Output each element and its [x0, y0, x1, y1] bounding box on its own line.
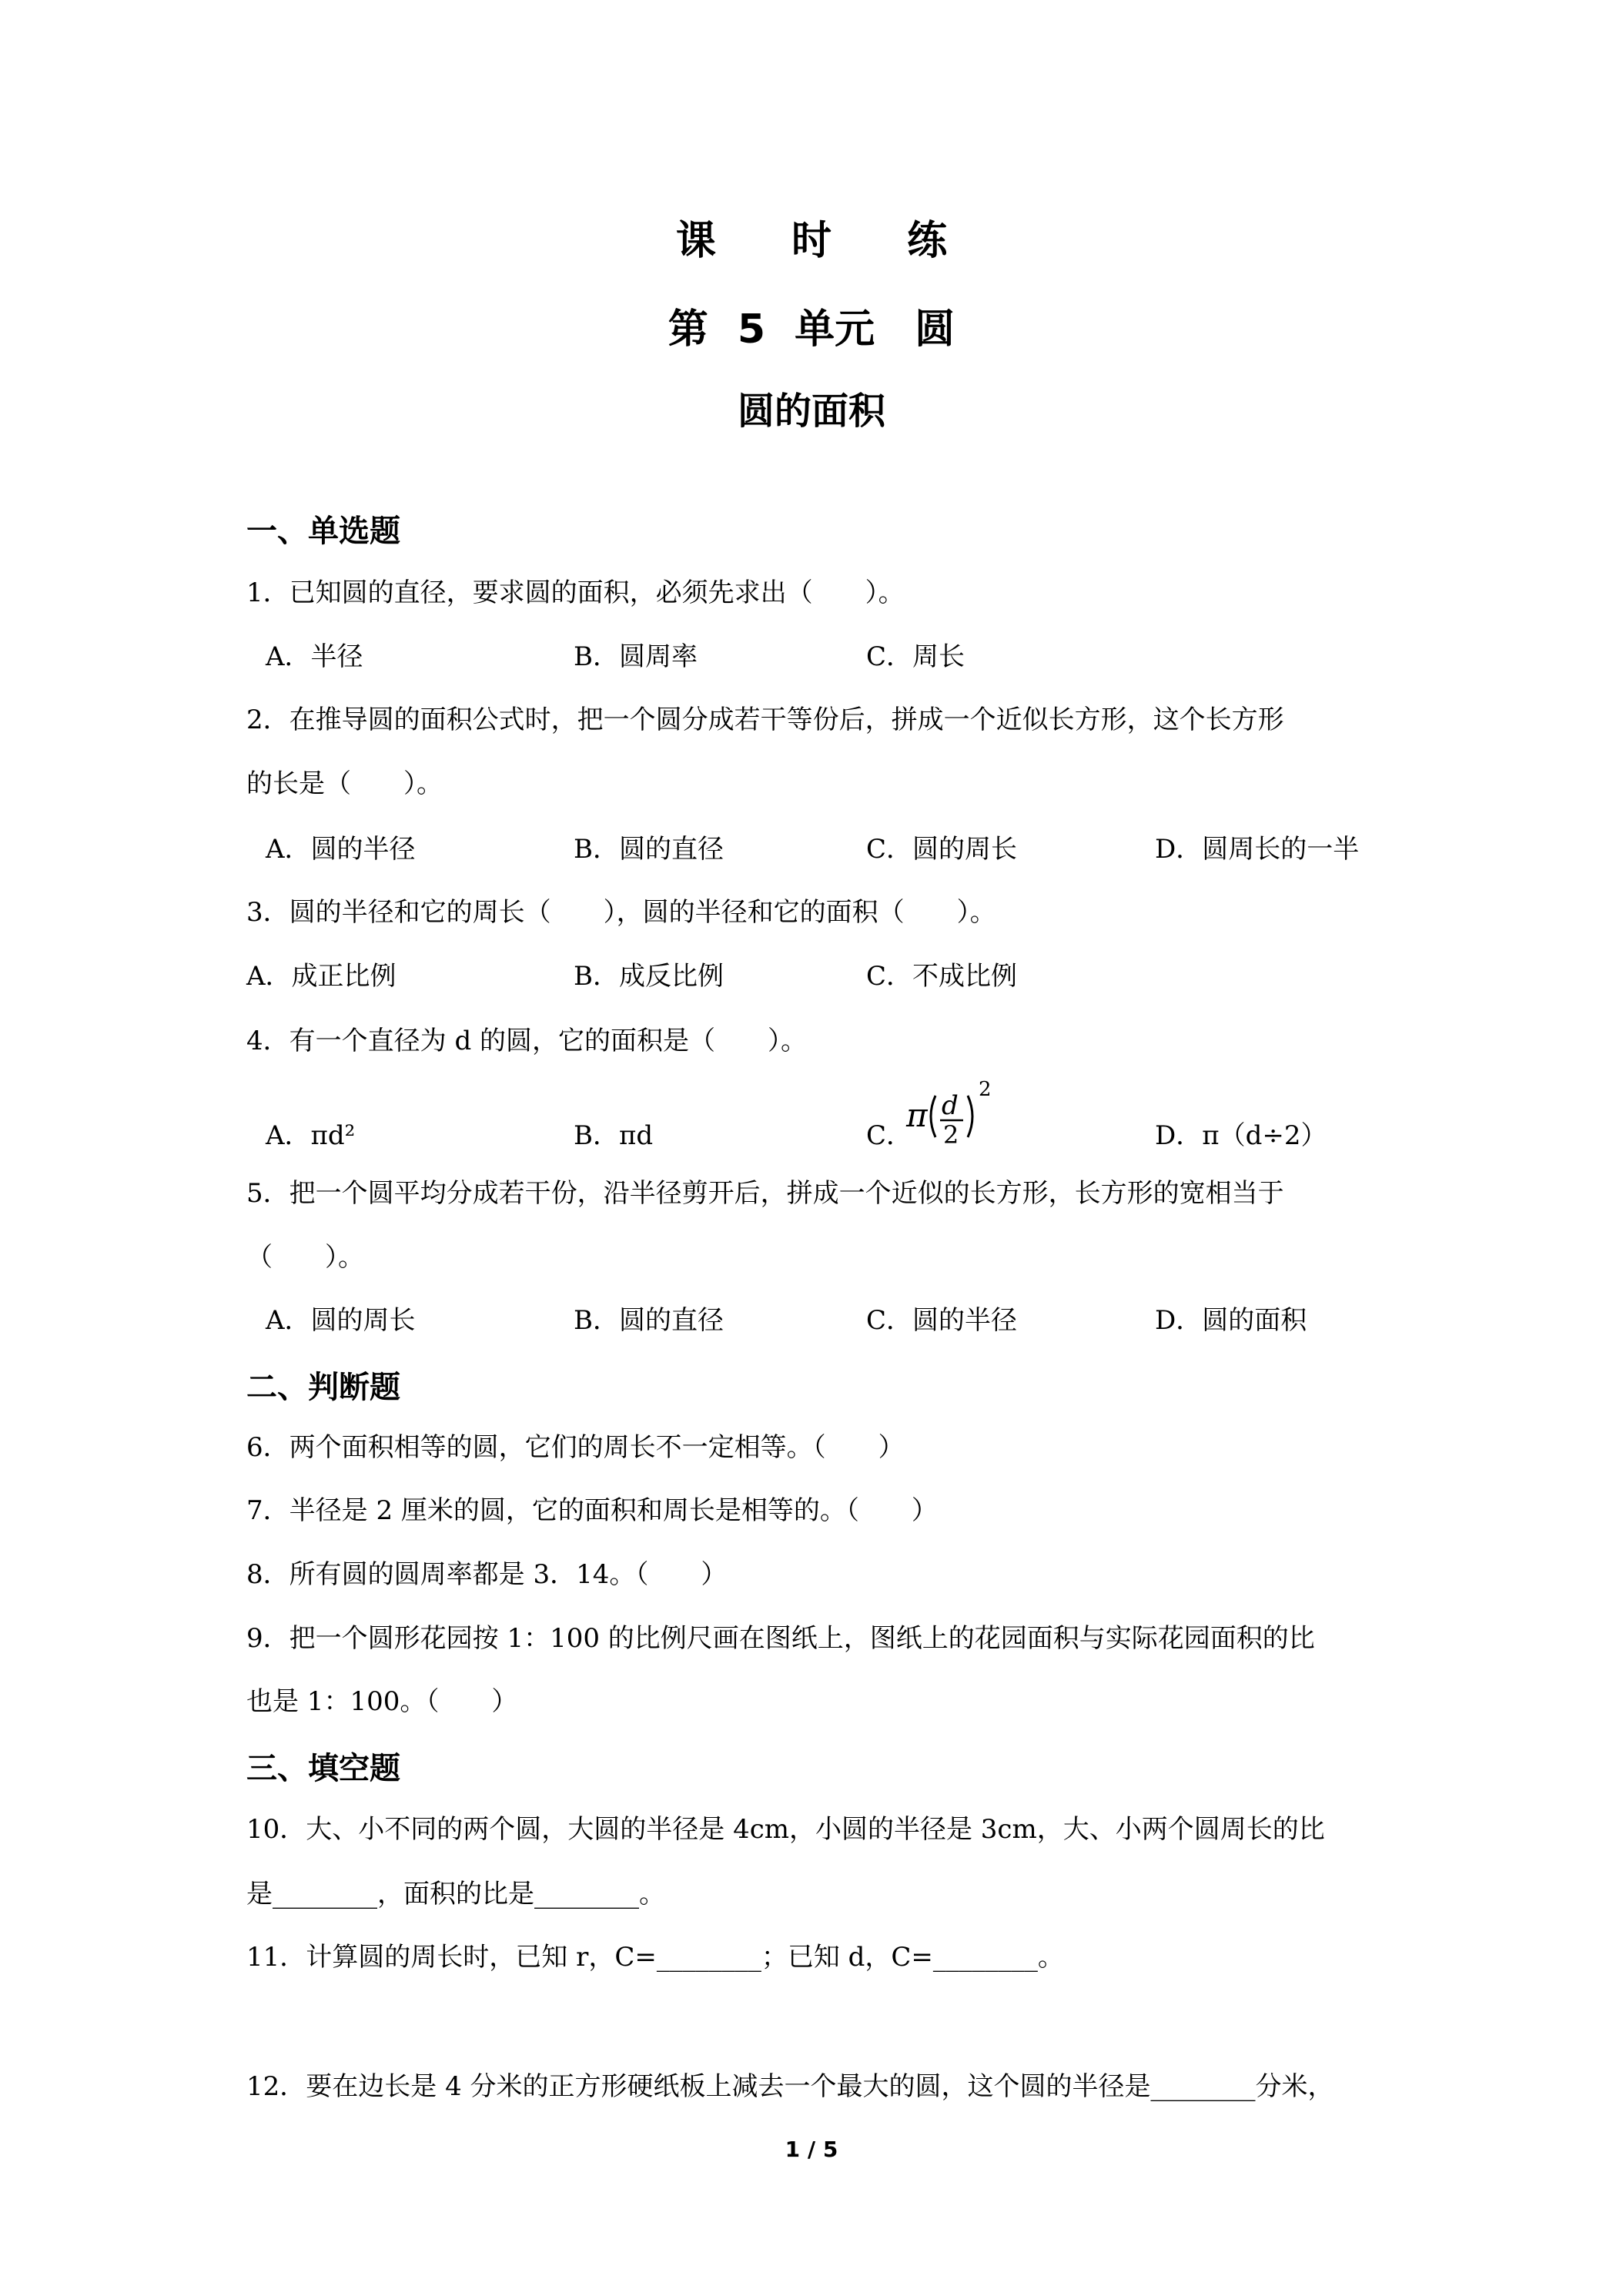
- q2-option-c: C．圆的周长: [866, 834, 1018, 865]
- q1-option-c: C．周长: [866, 641, 965, 672]
- question-5-line-1: 5．把一个圆平均分成若干份，沿半径剪开后，拼成一个近似的长方形，长方形的宽相当于: [246, 1178, 1284, 1209]
- formula-pi: π: [906, 1096, 928, 1134]
- q5-option-c: C．圆的半径: [866, 1305, 1018, 1336]
- q4-option-d: D．π（d÷2）: [1155, 1120, 1327, 1151]
- question-11: 11．计算圆的周长时，已知 r，C=________；已知 d，C=________。: [246, 1942, 1064, 1973]
- q5-option-a: A．圆的周长: [266, 1305, 416, 1336]
- lesson-title: 圆的面积: [737, 390, 885, 433]
- q2-option-d: D．圆周长的一半: [1155, 834, 1360, 865]
- worksheet-title: 课 时 练: [675, 218, 979, 264]
- formula-denominator: 2: [943, 1120, 959, 1147]
- question-6: 6．两个面积相等的圆，它们的周长不一定相等。（ ）: [246, 1432, 905, 1463]
- page-number: 1 / 5: [785, 2137, 838, 2162]
- question-12: 12．要在边长是 4 分米的正方形硬纸板上减去一个最大的圆，这个圆的半径是________分米，: [246, 2071, 1334, 2102]
- question-4: 4．有一个直径为 d 的圆，它的面积是（ ）。: [246, 1026, 808, 1056]
- q1-option-b: B．圆周率: [574, 641, 698, 672]
- question-10-line-2: 是________，面积的比是________。: [246, 1879, 665, 1909]
- formula-exponent: 2: [979, 1078, 992, 1101]
- formula-right-paren: [968, 1096, 972, 1137]
- q3-option-c: C．不成比例: [866, 961, 1018, 992]
- q4-option-c: C．: [866, 1120, 913, 1151]
- q1-option-a: A．半径: [266, 641, 363, 672]
- q3-option-b: B．成反比例: [574, 961, 724, 992]
- section-heading-true-false: 二、判断题: [246, 1370, 400, 1405]
- question-5-line-2: （ ）。: [246, 1242, 364, 1273]
- formula-numerator: d: [942, 1090, 959, 1121]
- question-9-line-1: 9．把一个圆形花园按 1：100 的比例尺画在图纸上，图纸上的花园面积与实际花园面积的比: [246, 1623, 1315, 1654]
- unit-title: 第 5 单元 圆: [668, 306, 955, 353]
- section-heading-fill-blank: 三、填空题: [246, 1751, 400, 1786]
- q4-option-b: B．πd: [574, 1120, 654, 1151]
- q3-option-a: A．成正比例: [246, 961, 397, 992]
- question-10-line-1: 10．大、小不同的两个圆，大圆的半径是 4cm，小圆的半径是 3cm，大、小两个圆周长的比: [246, 1814, 1325, 1845]
- q2-option-b: B．圆的直径: [574, 834, 724, 865]
- q2-option-a: A．圆的半径: [266, 834, 416, 865]
- question-3: 3．圆的半径和它的周长（ ），圆的半径和它的面积（ ）。: [246, 897, 996, 928]
- question-2-line-1: 2．在推导圆的面积公式时，把一个圆分成若干等份后，拼成一个近似长方形，这个长方形: [246, 705, 1284, 735]
- question-1: 1．已知圆的直径，要求圆的面积，必须先求出（ ）。: [246, 577, 905, 608]
- formula-left-paren: [931, 1096, 935, 1137]
- q5-option-d: D．圆的面积: [1155, 1305, 1307, 1336]
- question-8: 8．所有圆的圆周率都是 3．14。（ ）: [246, 1559, 728, 1590]
- question-2-line-2: 的长是（ ）。: [246, 768, 443, 799]
- question-9-line-2: 也是 1：100。（ ）: [246, 1686, 518, 1717]
- section-heading-single-choice: 一、单选题: [246, 514, 400, 549]
- question-7: 7．半径是 2 厘米的圆，它的面积和周长是相等的。（ ）: [246, 1495, 938, 1526]
- q5-option-b: B．圆的直径: [574, 1305, 724, 1336]
- q4-option-a: A．πd²: [266, 1120, 356, 1151]
- pi-d-over-2-squared-formula: [905, 1074, 1005, 1147]
